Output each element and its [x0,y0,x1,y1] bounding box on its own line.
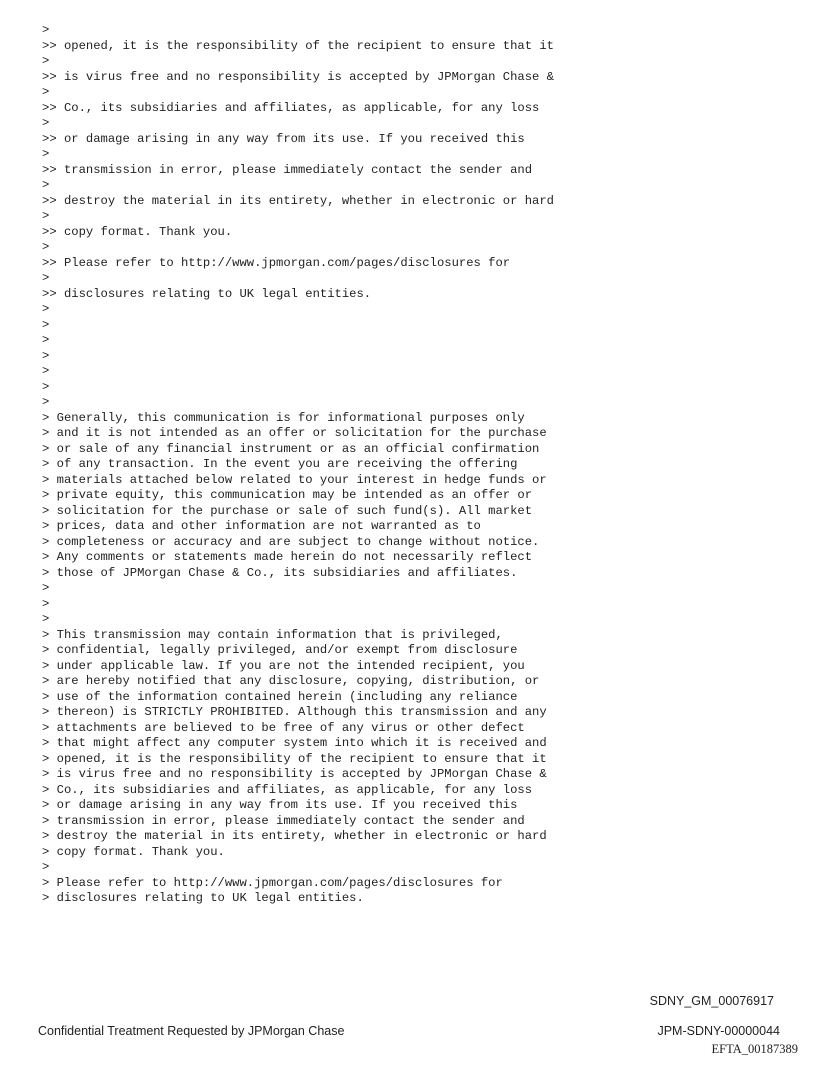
bates-stamp-efta: EFTA_00187389 [711,1042,798,1056]
text-line: > disclosures relating to UK legal entities. [42,891,364,905]
text-line: > thereon) is STRICTLY PROHIBITED. Although this transmission and any [42,705,547,719]
text-line: > Co., its subsidiaries and affiliates, as applicable, for any loss [42,782,533,797]
quoted-disclaimer-tail [42,23,802,411]
text-line: > Please refer to http://www.jpmorgan.com/pages/disclosures for [42,875,503,890]
text-line: >> is virus free and no responsibility is accepted by JPMorgan Chase & [42,69,554,84]
text-line: > Any comments or statements made herein do not necessarily reflect [42,550,533,564]
text-line: > [42,302,50,316]
text-line: > destroy the material in its entirety, whether in electronic or hard [42,829,547,843]
text-line: > prices, data and other information are not warranted as to [42,519,481,533]
text-line: > is virus free and no responsibility is accepted by JPMorgan Chase & [42,767,547,781]
confidentiality-notice [42,628,802,907]
text-line: > that might affect any computer system into which it is received and [42,736,547,750]
bates-stamp-sdny-gm: SDNY_GM_00076917 [649,994,774,1008]
text-line: > those of JPMorgan Chase & Co., its subsidiaries and affiliates. [42,565,518,580]
text-line: > [42,395,50,409]
text-line: > [42,581,50,595]
text-line: > use of the information contained herein (including any reliance [42,689,518,704]
text-line: >> opened, it is the responsibility of the recipient to ensure that it [42,38,554,53]
text-line: > under applicable law. If you are not the intended recipient, you [42,658,525,673]
text-line: > [42,147,50,161]
text-line: > This transmission may contain information that is privileged, [42,627,503,642]
text-line: > attachments are believed to be free of any virus or other defect [42,720,525,735]
text-line: > [42,860,50,874]
text-line: >> Please refer to http://www.jpmorgan.com/pages/disclosures for [42,255,511,270]
text-line: > [42,271,50,285]
text-line: >> or damage arising in any way from its use. If you received this [42,131,525,146]
text-line: > solicitation for the purchase or sale of such fund(s). All market [42,503,533,518]
email-body [42,23,802,907]
bates-stamp-jpm: JPM-SDNY-00000044 [657,1024,780,1038]
confidential-treatment-footer: Confidential Treatment Requested by JPMorgan Chase [38,1024,345,1038]
text-line: > [42,596,50,611]
text-line: > and it is not intended as an offer or solicitation for the purchase [42,426,547,440]
text-line: > [42,333,50,347]
text-line: >> disclosures relating to UK legal entities. [42,286,372,301]
text-line: > [42,317,50,332]
text-line: > or sale of any financial instrument or as an official confirmation [42,441,540,456]
text-line: > [42,379,50,394]
text-line: > confidential, legally privileged, and/or exempt from disclosure [42,643,518,657]
text-line: > are hereby notified that any disclosure, copying, distribution, or [42,674,540,688]
text-line: > [42,54,50,68]
text-line: > Generally, this communication is for informational purposes only [42,410,525,425]
text-line: > [42,178,50,192]
text-line: > copy format. Thank you. [42,844,225,859]
informational-notice [42,411,802,628]
text-line: > [42,85,50,99]
text-line: >> Co., its subsidiaries and affiliates, as applicable, for any loss [42,100,540,115]
text-line: > of any transaction. In the event you are receiving the offering [42,457,518,471]
text-line: > [42,612,50,626]
text-line: > opened, it is the responsibility of the recipient to ensure that it [42,751,547,766]
text-line: >> copy format. Thank you. [42,224,233,239]
text-line: > completeness or accuracy and are subject to change without notice. [42,534,540,549]
text-line: >> transmission in error, please immediately contact the sender and [42,162,533,177]
text-line: > materials attached below related to your interest in hedge funds or [42,472,547,487]
text-line: > transmission in error, please immediately contact the sender and [42,813,525,828]
text-line: > [42,240,50,254]
text-line: > or damage arising in any way from its use. If you received this [42,798,518,812]
text-line: > [42,348,50,363]
text-line: >> destroy the material in its entirety, whether in electronic or hard [42,193,554,208]
text-line: > private equity, this communication may be intended as an offer or [42,488,533,502]
text-line: > [42,116,50,130]
text-line: > [42,23,50,37]
text-line: > [42,209,50,223]
text-line: > [42,364,50,378]
